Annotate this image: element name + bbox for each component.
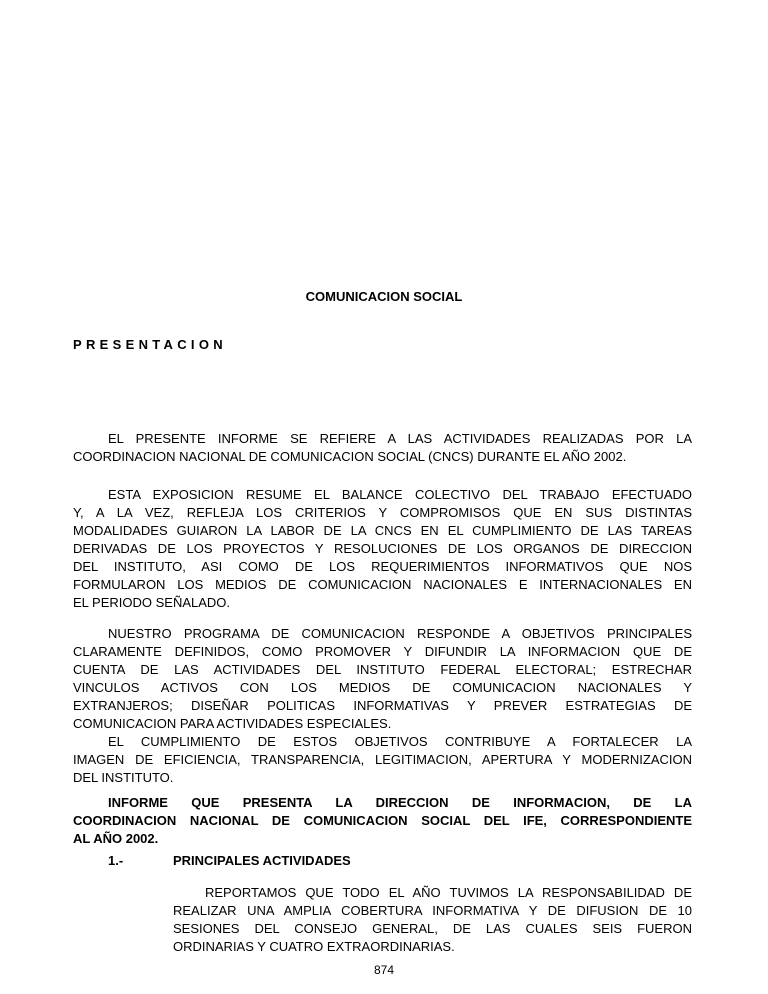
text-line: CLARAMENTE DEFINIDOS, COMO PROMOVER Y DIFUNDIR LA INFORMACION QUE DE <box>73 644 692 659</box>
paragraph <box>73 430 692 466</box>
text-line: REPORTAMOS QUE TODO EL AÑO TUVIMOS LA RESPONSABILIDAD DE <box>205 885 692 900</box>
text-line: DERIVADAS DE LOS PROYECTOS Y RESOLUCIONES DE LOS ORGANOS DE DIRECCION <box>73 541 692 556</box>
text-line: DEL INSTITUTO. <box>73 770 174 785</box>
section-number: 1.- <box>108 853 124 868</box>
text-line: NUESTRO PROGRAMA DE COMUNICACION RESPONDE A OBJETIVOS PRINCIPALES <box>108 626 692 641</box>
text-line: SESIONES DEL CONSEJO GENERAL, DE LAS CUALES SEIS FUERON <box>173 921 692 936</box>
text-line: COORDINACION NACIONAL DE COMUNICACION SOCIAL (CNCS) DURANTE EL AÑO 2002. <box>73 449 627 464</box>
text-line: EXTRANJEROS; DISEÑAR POLITICAS INFORMATIVAS Y PREVER ESTRATEGIAS DE <box>73 698 692 713</box>
text-line: EL CUMPLIMIENTO DE ESTOS OBJETIVOS CONTRIBUYE A FORTALECER LA <box>108 734 692 749</box>
text-line: EL PERIODO SEÑALADO. <box>73 595 231 610</box>
page-number: 874 <box>373 963 395 977</box>
text-line: COORDINACION NACIONAL DE COMUNICACION SOCIAL DEL IFE, CORRESPONDIENTE <box>73 813 692 828</box>
text-line: Y, A LA VEZ, REFLEJA LOS CRITERIOS Y COMPROMISOS QUE EN SUS DISTINTAS <box>73 505 692 520</box>
section-title: PRINCIPALES ACTIVIDADES <box>173 853 351 868</box>
text-line: MODALIDADES GUIARON LA LABOR DE LA CNCS EN EL CUMPLIMIENTO DE LAS TAREAS <box>73 523 692 538</box>
text-line: REALIZAR UNA AMPLIA COBERTURA INFORMATIVA Y DE DIFUSION DE 10 <box>173 903 692 918</box>
text-line: DEL INSTITUTO, ASI COMO DE LOS REQUERIMIENTOS INFORMATIVOS QUE NOS <box>73 559 692 574</box>
text-line: ESTA EXPOSICION RESUME EL BALANCE COLECTIVO DEL TRABAJO EFECTUADO <box>108 487 692 502</box>
text-line: FORMULARON LOS MEDIOS DE COMUNICACION NACIONALES E INTERNACIONALES EN <box>73 577 692 592</box>
text-line: VINCULOS ACTIVOS CON LOS MEDIOS DE COMUNICACION NACIONALES Y <box>73 680 692 695</box>
text-line: INFORME QUE PRESENTA LA DIRECCION DE INFORMACION, DE LA <box>108 795 692 810</box>
text-line: COMUNICACION PARA ACTIVIDADES ESPECIALES. <box>73 716 392 731</box>
document-title: COMUNICACION SOCIAL <box>305 289 463 304</box>
text-line: CUENTA DE LAS ACTIVIDADES DEL INSTITUTO FEDERAL ELECTORAL; ESTRECHAR <box>73 662 692 677</box>
section-paragraph <box>173 884 692 956</box>
text-line: IMAGEN DE EFICIENCIA, TRANSPARENCIA, LEGITIMACION, APERTURA Y MODERNIZACION <box>73 752 692 767</box>
section-heading-presentacion: PRESENTACION <box>73 337 227 352</box>
text-line: EL PRESENTE INFORME SE REFIERE A LAS ACTIVIDADES REALIZADAS POR LA <box>108 431 692 446</box>
text-line: AL AÑO 2002. <box>73 831 159 846</box>
paragraph <box>73 486 692 612</box>
report-heading <box>73 794 692 848</box>
text-line: ORDINARIAS Y CUATRO EXTRAORDINARIAS. <box>173 939 455 954</box>
paragraph <box>73 733 692 787</box>
paragraph <box>73 625 692 733</box>
